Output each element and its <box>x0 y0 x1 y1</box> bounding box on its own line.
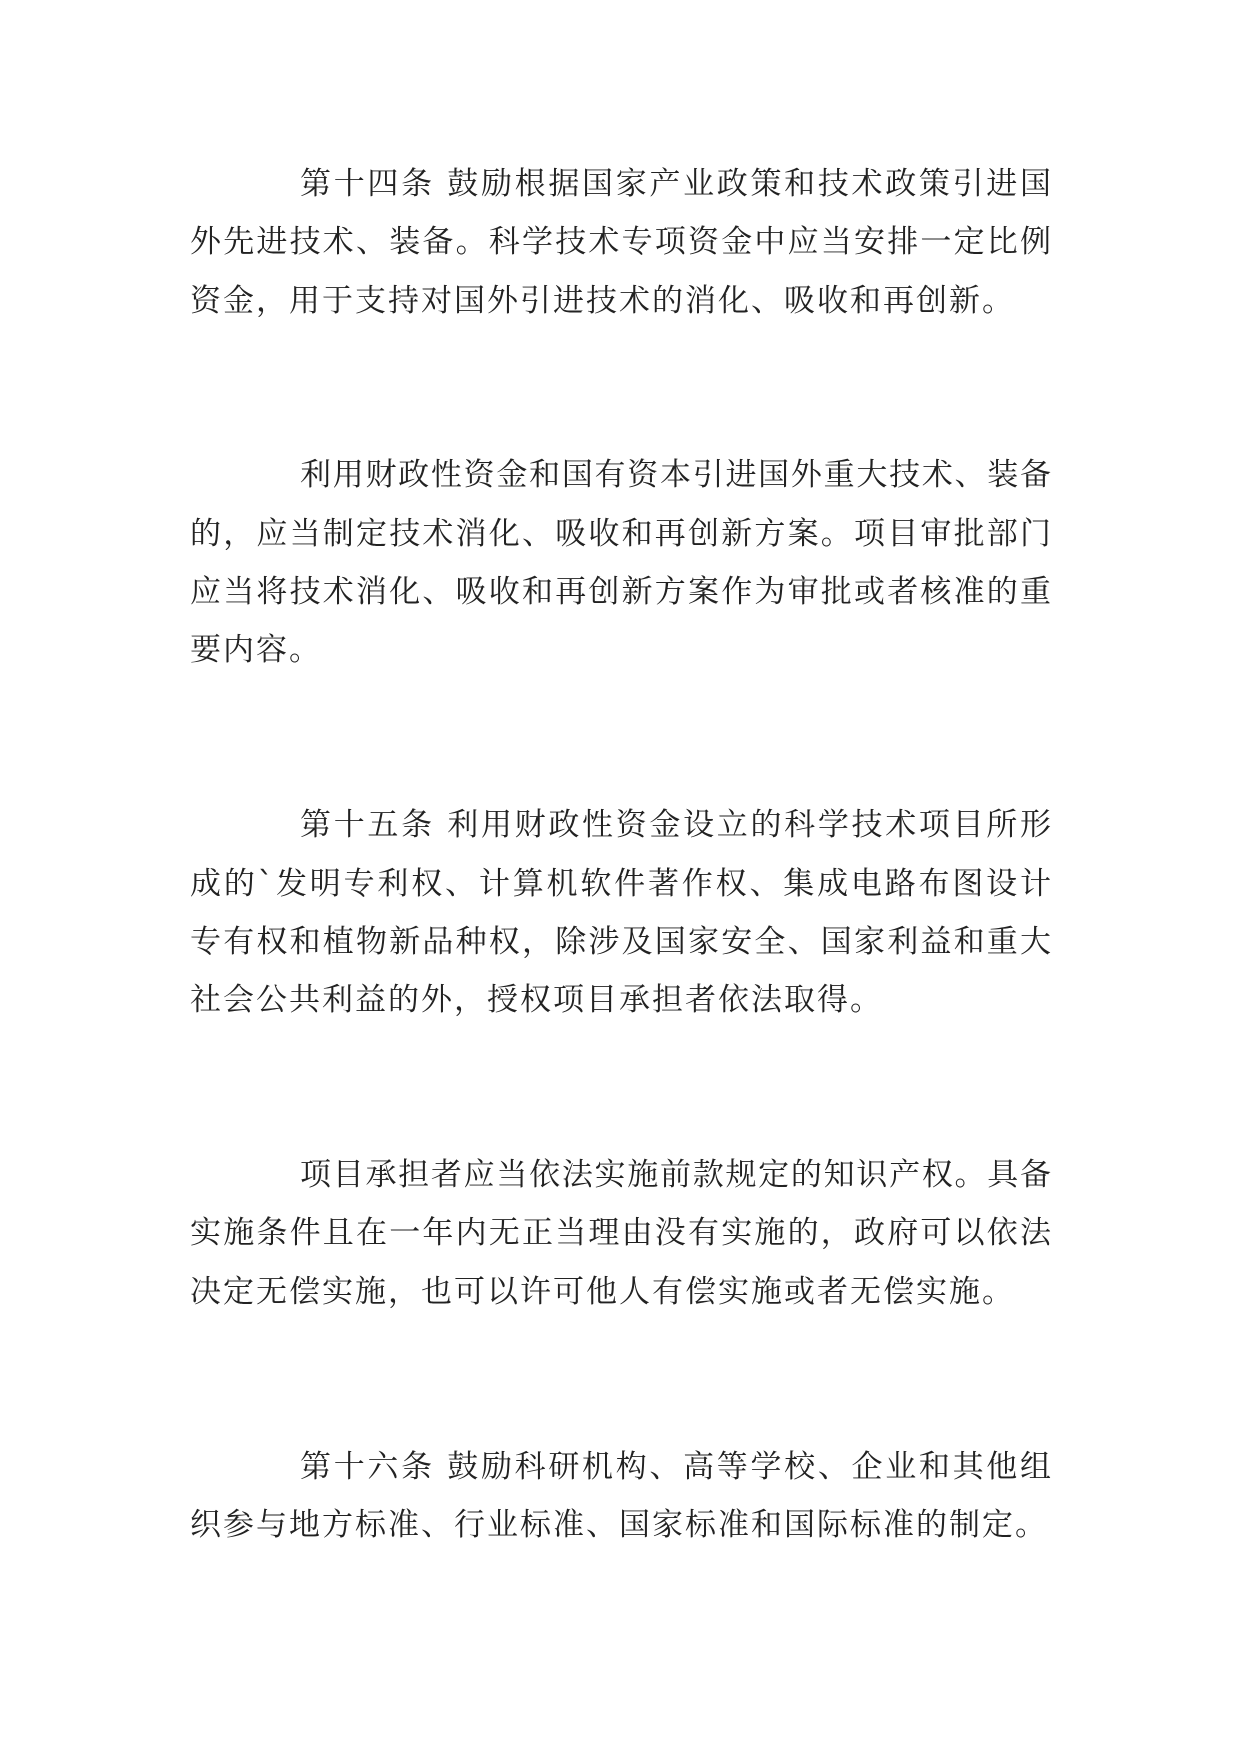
paragraph-line: 资金，用于支持对国外引进技术的消化、吸收和再创新。 <box>190 282 1015 319</box>
paragraph-line: 社会公共利益的外，授权项目承担者依法取得。 <box>190 982 883 1019</box>
paragraph-line: 实施条件且在一年内无正当理由没有实施的，政府可以依法 <box>190 1215 1051 1252</box>
paragraph-line: 项目承担者应当依法实施前款规定的知识产权。具备 <box>300 1157 1051 1194</box>
paragraph-line: 要内容。 <box>190 632 322 669</box>
paragraph-line: 织参与地方标准、行业标准、国家标准和国际标准的制定。 <box>190 1506 1048 1543</box>
article-paragraph <box>190 155 1051 330</box>
paragraph-line: 外先进技术、装备。科学技术专项资金中应当安排一定比例 <box>190 224 1051 261</box>
article-paragraph <box>190 1146 1051 1321</box>
paragraph-line: 第十五条 利用财政性资金设立的科学技术项目所形 <box>300 807 1051 844</box>
article-paragraph <box>190 446 1051 679</box>
paragraph-line: 应当将技术消化、吸收和再创新方案作为审批或者核准的重 <box>190 574 1051 611</box>
paragraph-line: 的，应当制定技术消化、吸收和再创新方案。项目审批部门 <box>190 515 1051 552</box>
paragraph-line: 第十四条 鼓励根据国家产业政策和技术政策引进国 <box>300 166 1051 202</box>
article-paragraph <box>190 796 1051 1029</box>
paragraph-line: 第十六条 鼓励科研机构、高等学校、企业和其他组 <box>300 1448 1051 1485</box>
paragraph-line: 专有权和植物新品种权，除涉及国家安全、国家利益和重大 <box>190 923 1051 960</box>
article-paragraph <box>190 1438 1051 1555</box>
paragraph-line: 利用财政性资金和国有资本引进国外重大技术、装备 <box>300 457 1051 494</box>
paragraph-line: 决定无偿实施，也可以许可他人有偿实施或者无偿实施。 <box>190 1273 1015 1310</box>
paragraph-line: 成的`发明专利权、计算机软件著作权、集成电路布图设计 <box>190 865 1051 902</box>
document-page <box>190 155 1051 1554</box>
